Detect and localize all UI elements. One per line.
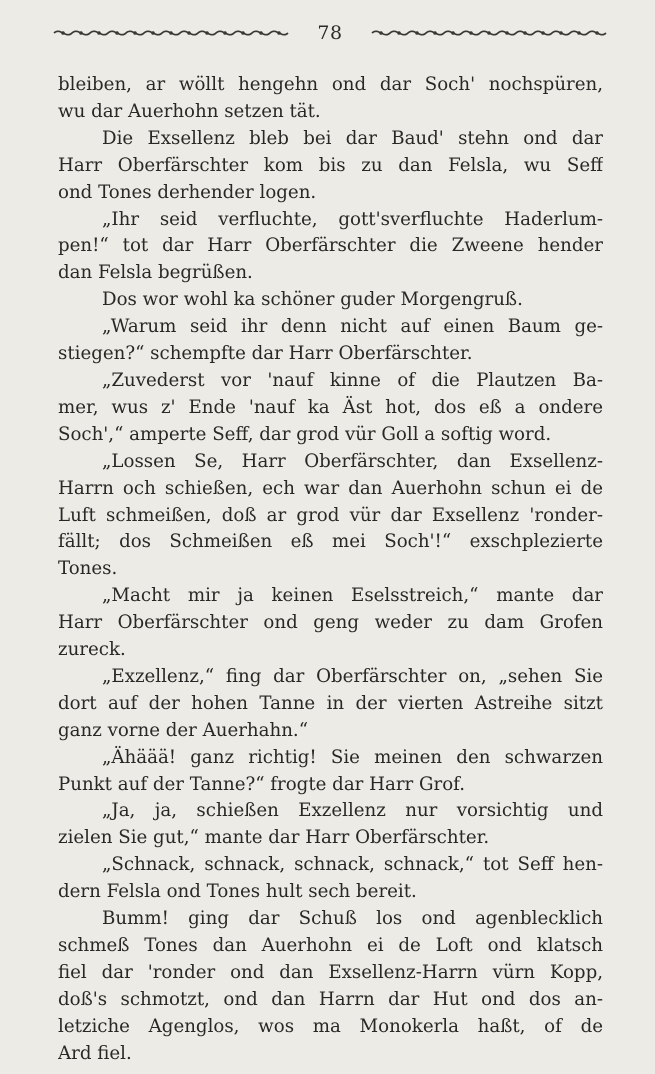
text-line: „Exzellenz,“ fing dar Oberfärschter on, „sehen Sie	[102, 665, 603, 687]
text-line: ond Tones derhender logen.	[58, 181, 317, 203]
text-line: „Warum seid ihr denn nicht auf einen Baum ge-	[102, 316, 603, 338]
page-header	[50, 18, 610, 48]
text-line: Ard fiel.	[58, 1042, 132, 1064]
text-line: mer, wus z' Ende 'nauf ka Äst hot, dos eß a ondere	[58, 396, 603, 418]
text-line: Harr Oberfärschter ond geng weder zu dam Grofen	[58, 612, 603, 634]
text-line: zielen Sie gut,“ mante dar Harr Oberfärschter.	[58, 827, 490, 849]
text-line: „Lossen Se, Harr Oberfärschter, dan Exsellenz-	[102, 450, 603, 472]
ornament-left	[50, 26, 298, 40]
text-line: Harr Oberfärschter kom bis zu dan Felsla, wu Seff	[58, 154, 603, 176]
text-line: „Zuvederst vor 'nauf kinne of die Plautzen Ba-	[102, 369, 603, 391]
text-line: wu dar Auerhohn setzen tät.	[58, 100, 321, 122]
text-line: Luft schmeißen, doß ar grod vür dar Exsellenz 'ronder-	[58, 504, 603, 526]
text-line: zureck.	[58, 639, 126, 661]
text-line: „Schnack, schnack, schnack, schnack,“ tot Seff hen-	[102, 854, 603, 876]
body-text	[58, 72, 603, 1068]
text-line: dort auf der hohen Tanne in der vierten Astreihe sitzt	[58, 692, 603, 714]
text-line: Harrn och schießen, ech war dan Auerhohn schun ei de	[58, 477, 603, 499]
text-line: Soch',“ amperte Seff, dar grod vür Goll a softig word.	[58, 423, 552, 445]
text-line: „Macht mir ja keinen Eselsstreich,“ mante dar	[102, 585, 603, 607]
text-line: „Ihr seid verfluchte, gott'sverfluchte Haderlum-	[102, 208, 603, 230]
text-line: dan Felsla begrüßen.	[58, 262, 253, 284]
text-line: Punkt auf der Tanne?“ frogte dar Harr Grof.	[58, 773, 466, 795]
ornament-right	[362, 26, 610, 40]
page-number: 78	[317, 22, 343, 44]
text-line: schmeß Tones dan Auerhohn ei de Loft ond klatsch	[58, 935, 603, 956]
text-line: pen!“ tot dar Harr Oberfärschter die Zweene hender	[58, 235, 603, 257]
text-line: fällt; dos Schmeißen eß mei Soch'!“ exschplezierte	[58, 531, 603, 553]
text-line: Bumm! ging dar Schuß los ond agenblecklich	[102, 908, 603, 930]
text-line: doß's schmotzt, ond dan Harrn dar Hut ond dos an-	[58, 988, 603, 1010]
text-line: Dos wor wohl ka schöner guder Morgengruß.	[102, 289, 523, 311]
text-line: „Ja, ja, schießen Exzellenz nur vorsichtig und	[102, 800, 603, 822]
text-line: Tones.	[58, 558, 118, 580]
text-line: letziche Agenglos, wos ma Monokerla haßt, of de	[58, 1015, 603, 1037]
text-line: „Ähäää! ganz richtig! Sie meinen den schwarzen	[102, 746, 603, 768]
text-line: bleiben, ar wöllt hengehn ond dar Soch' nochspüren,	[58, 74, 603, 95]
text-line: Die Exsellenz bleb bei dar Baud' stehn ond dar	[102, 127, 603, 149]
text-line: fiel dar 'ronder ond dan Exsellenz-Harrn vürn Kopp,	[58, 961, 603, 983]
text-line: ganz vorne der Auerhahn.“	[58, 719, 308, 741]
text-line: stiegen?“ schempfte dar Harr Oberfärschter.	[58, 343, 473, 365]
text-line: dern Felsla ond Tones hult sech bereit.	[58, 881, 417, 903]
